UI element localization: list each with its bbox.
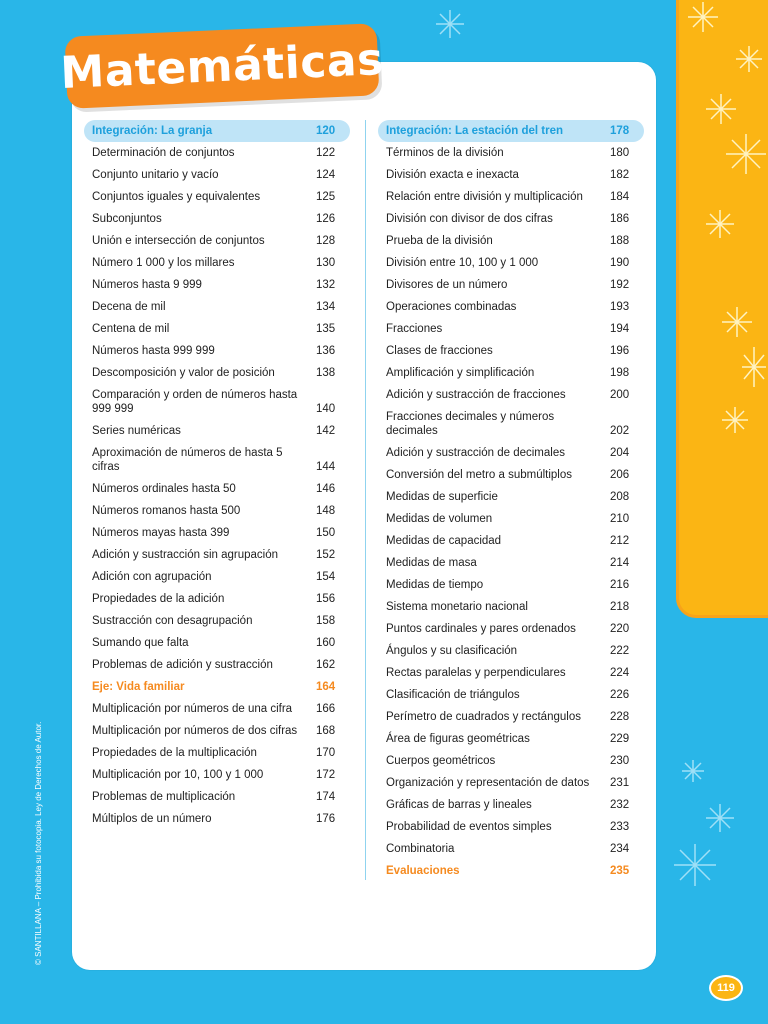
entry-title: Relación entre división y multiplicación — [386, 191, 583, 203]
entry-page: 222 — [610, 645, 630, 657]
entry-page: 126 — [316, 213, 336, 225]
index-entry — [84, 340, 350, 362]
entry-page: 196 — [610, 345, 630, 357]
section-heading — [84, 120, 350, 142]
entry-title: Comparación y orden de números hasta 999 999 — [92, 389, 298, 415]
entry-page: 170 — [316, 747, 336, 759]
entry-title: Problemas de multiplicación — [92, 791, 236, 803]
sparkle-icon — [704, 802, 736, 834]
index-entry — [378, 684, 644, 706]
sparkle-icon — [672, 842, 718, 888]
entry-page: 212 — [610, 535, 630, 547]
index-column-right — [378, 120, 644, 882]
index-entry — [378, 706, 644, 728]
index-entry — [84, 720, 350, 742]
entry-title: Evaluaciones — [386, 865, 460, 877]
entry-page: 146 — [316, 483, 336, 495]
entry-title: Prueba de la división — [386, 235, 493, 247]
index-entry — [378, 362, 644, 384]
index-entry — [378, 252, 644, 274]
entry-page: 193 — [610, 301, 630, 313]
index-entry — [84, 808, 350, 830]
entry-page: 162 — [316, 659, 336, 671]
entry-title: División entre 10, 100 y 1 000 — [386, 257, 539, 269]
entry-page: 200 — [610, 389, 630, 401]
copyright-notice: © SANTILLANA – Prohibida su fotocopia. Ley de Derechos de Autor. — [34, 721, 43, 965]
entry-title: Propiedades de la multiplicación — [92, 747, 257, 759]
index-entry — [378, 662, 644, 684]
entry-title: Números hasta 9 999 — [92, 279, 202, 291]
index-entry — [378, 384, 644, 406]
entry-title: Sustracción con desagrupación — [92, 615, 253, 627]
entry-title: Números hasta 999 999 — [92, 345, 215, 357]
entry-title: Multiplicación por números de dos cifras — [92, 725, 298, 737]
sparkle-icon — [686, 0, 720, 34]
index-entry — [378, 486, 644, 508]
entry-title: Cuerpos geométricos — [386, 755, 496, 767]
entry-title: Conjuntos iguales y equivalentes — [92, 191, 261, 203]
sparkle-icon — [704, 208, 736, 240]
entry-title: Determinación de conjuntos — [92, 147, 235, 159]
entry-page: 210 — [610, 513, 630, 525]
index-entry — [378, 640, 644, 662]
entry-title: Número 1 000 y los millares — [92, 257, 235, 269]
entry-page: 190 — [610, 257, 630, 269]
entry-page: 204 — [610, 447, 630, 459]
entry-page: 168 — [316, 725, 336, 737]
entry-title: Números mayas hasta 399 — [92, 527, 230, 539]
entry-page: 176 — [316, 813, 336, 825]
index-entry — [378, 164, 644, 186]
entry-title: Divisores de un número — [386, 279, 508, 291]
entry-title: Unión e intersección de conjuntos — [92, 235, 265, 247]
entry-page: 235 — [610, 865, 630, 877]
entry-page: 231 — [610, 777, 630, 789]
entry-title: Puntos cardinales y pares ordenados — [386, 623, 576, 635]
sparkle-icon — [704, 92, 738, 126]
entry-title: Probabilidad de eventos simples — [386, 821, 552, 833]
axis-heading — [378, 860, 644, 882]
index-entry — [84, 164, 350, 186]
entry-page: 178 — [610, 125, 630, 137]
entry-title: Adición y sustracción de fracciones — [386, 389, 566, 401]
entry-page: 144 — [316, 461, 336, 473]
sparkle-icon — [680, 758, 706, 784]
sparkle-icon — [724, 132, 768, 176]
entry-title: Integración: La estación del tren — [386, 125, 564, 137]
index-entry — [84, 522, 350, 544]
entry-title: Amplificación y simplificación — [386, 367, 535, 379]
entry-page: 214 — [610, 557, 630, 569]
index-entry — [378, 230, 644, 252]
section-heading — [378, 120, 644, 142]
entry-page: 138 — [316, 367, 336, 379]
entry-title: Propiedades de la adición — [92, 593, 225, 605]
page-number: 119 — [709, 975, 743, 1001]
entry-page: 125 — [316, 191, 336, 203]
entry-page: 224 — [610, 667, 630, 679]
entry-page: 154 — [316, 571, 336, 583]
entry-title: Múltiplos de un número — [92, 813, 212, 825]
index-entry — [84, 296, 350, 318]
entry-title: Adición con agrupación — [92, 571, 212, 583]
entry-page: 130 — [316, 257, 336, 269]
index-entry — [378, 442, 644, 464]
index-entry — [84, 208, 350, 230]
index-entry — [84, 252, 350, 274]
index-entry — [84, 698, 350, 720]
entry-page: 120 — [316, 125, 336, 137]
index-entry — [84, 420, 350, 442]
entry-title: Series numéricas — [92, 425, 181, 437]
index-entry — [378, 142, 644, 164]
index-entry — [378, 318, 644, 340]
entry-title: Adición y sustracción sin agrupación — [92, 549, 279, 561]
entry-page: 216 — [610, 579, 630, 591]
sparkle-icon — [720, 305, 754, 339]
entry-page: 180 — [610, 147, 630, 159]
entry-page: 142 — [316, 425, 336, 437]
index-entry — [378, 838, 644, 860]
entry-title: Operaciones combinadas — [386, 301, 517, 313]
entry-page: 192 — [610, 279, 630, 291]
entry-title: Medidas de capacidad — [386, 535, 502, 547]
entry-title: Área de figuras geométricas — [386, 733, 530, 745]
index-entry — [378, 406, 644, 442]
entry-page: 188 — [610, 235, 630, 247]
index-column-left — [84, 120, 350, 830]
page-title: Matemáticas — [59, 33, 385, 99]
entry-page: 158 — [316, 615, 336, 627]
entry-page: 122 — [316, 147, 336, 159]
index-entry — [84, 478, 350, 500]
entry-page: 160 — [316, 637, 336, 649]
entry-title: Fracciones decimales y números decimales — [386, 411, 555, 437]
index-entry — [378, 750, 644, 772]
entry-title: Términos de la división — [386, 147, 504, 159]
entry-title: Decena de mil — [92, 301, 166, 313]
entry-page: 172 — [316, 769, 336, 781]
index-entry — [378, 816, 644, 838]
index-entry — [84, 500, 350, 522]
entry-page: 135 — [316, 323, 336, 335]
entry-title: Medidas de volumen — [386, 513, 493, 525]
index-entry — [378, 340, 644, 362]
entry-title: Integración: La granja — [92, 125, 213, 137]
index-entry — [84, 362, 350, 384]
index-entry — [378, 552, 644, 574]
entry-page: 128 — [316, 235, 336, 247]
entry-title: Centena de mil — [92, 323, 170, 335]
entry-page: 234 — [610, 843, 630, 855]
index-entry — [84, 764, 350, 786]
entry-page: 124 — [316, 169, 336, 181]
entry-page: 182 — [610, 169, 630, 181]
column-divider — [365, 120, 366, 880]
index-entry — [84, 544, 350, 566]
index-entry — [378, 530, 644, 552]
entry-title: Medidas de tiempo — [386, 579, 484, 591]
entry-title: Clases de fracciones — [386, 345, 493, 357]
entry-page: 198 — [610, 367, 630, 379]
index-entry — [378, 574, 644, 596]
entry-page: 150 — [316, 527, 336, 539]
sparkle-icon — [720, 405, 750, 435]
entry-title: Descomposición y valor de posición — [92, 367, 275, 379]
entry-page: 220 — [610, 623, 630, 635]
index-entry — [84, 442, 350, 478]
entry-title: Fracciones — [386, 323, 443, 335]
entry-page: 232 — [610, 799, 630, 811]
index-entry — [84, 318, 350, 340]
index-entry — [378, 618, 644, 640]
index-entry — [84, 610, 350, 632]
entry-title: Combinatoria — [386, 843, 455, 855]
entry-title: Eje: Vida familiar — [92, 681, 185, 693]
index-entry — [378, 208, 644, 230]
entry-title: Números ordinales hasta 50 — [92, 483, 236, 495]
index-entry — [378, 464, 644, 486]
entry-page: 228 — [610, 711, 630, 723]
index-entry — [84, 384, 350, 420]
entry-page: 208 — [610, 491, 630, 503]
entry-title: Medidas de masa — [386, 557, 477, 569]
entry-page: 233 — [610, 821, 630, 833]
entry-title: Ángulos y su clasificación — [386, 645, 518, 657]
entry-page: 164 — [316, 681, 336, 693]
entry-page: 174 — [316, 791, 336, 803]
entry-page: 134 — [316, 301, 336, 313]
entry-title: Conversión del metro a submúltiplos — [386, 469, 573, 481]
entry-page: 218 — [610, 601, 630, 613]
entry-title: Sumando que falta — [92, 637, 189, 649]
entry-page: 140 — [316, 403, 336, 415]
entry-title: Medidas de superficie — [386, 491, 498, 503]
index-entry — [378, 296, 644, 318]
index-entry — [84, 588, 350, 610]
entry-title: Gráficas de barras y lineales — [386, 799, 532, 811]
index-entry — [84, 786, 350, 808]
entry-page: 206 — [610, 469, 630, 481]
entry-title: Multiplicación por números de una cifra — [92, 703, 293, 715]
entry-title: Números romanos hasta 500 — [92, 505, 241, 517]
entry-title: Problemas de adición y sustracción — [92, 659, 273, 671]
entry-page: 132 — [316, 279, 336, 291]
entry-page: 186 — [610, 213, 630, 225]
index-entry — [84, 632, 350, 654]
entry-page: 194 — [610, 323, 630, 335]
sparkle-icon — [734, 44, 764, 74]
entry-title: División exacta e inexacta — [386, 169, 519, 181]
entry-title: Organización y representación de datos — [386, 777, 590, 789]
index-entry — [378, 794, 644, 816]
entry-title: Subconjuntos — [92, 213, 162, 225]
entry-page: 230 — [610, 755, 630, 767]
index-entry — [84, 742, 350, 764]
entry-page: 166 — [316, 703, 336, 715]
entry-title: Rectas paralelas y perpendiculares — [386, 667, 566, 679]
index-entry — [84, 186, 350, 208]
index-entry — [84, 274, 350, 296]
entry-title: Clasificación de triángulos — [386, 689, 520, 701]
entry-title: Sistema monetario nacional — [386, 601, 528, 613]
index-entry — [378, 596, 644, 618]
sparkle-icon — [434, 8, 466, 40]
entry-title: Multiplicación por 10, 100 y 1 000 — [92, 769, 264, 781]
entry-title: Conjunto unitario y vacío — [92, 169, 219, 181]
entry-page: 136 — [316, 345, 336, 357]
entry-page: 148 — [316, 505, 336, 517]
index-entry — [378, 772, 644, 794]
entry-title: Perímetro de cuadrados y rectángulos — [386, 711, 581, 723]
index-entry — [84, 230, 350, 252]
title-banner — [59, 23, 385, 109]
sparkle-icon — [740, 345, 768, 389]
entry-page: 226 — [610, 689, 630, 701]
entry-page: 184 — [610, 191, 630, 203]
index-entry — [84, 142, 350, 164]
entry-page: 156 — [316, 593, 336, 605]
entry-title: Aproximación de números de hasta 5 cifras — [92, 447, 283, 473]
entry-title: Adición y sustracción de decimales — [386, 447, 565, 459]
index-entry — [84, 566, 350, 588]
entry-page: 229 — [610, 733, 630, 745]
entry-page: 202 — [610, 425, 630, 437]
entry-title: División con divisor de dos cifras — [386, 213, 553, 225]
index-entry — [378, 508, 644, 530]
axis-heading — [84, 676, 350, 698]
index-entry — [84, 654, 350, 676]
index-entry — [378, 274, 644, 296]
index-entry — [378, 186, 644, 208]
entry-page: 152 — [316, 549, 336, 561]
index-entry — [378, 728, 644, 750]
